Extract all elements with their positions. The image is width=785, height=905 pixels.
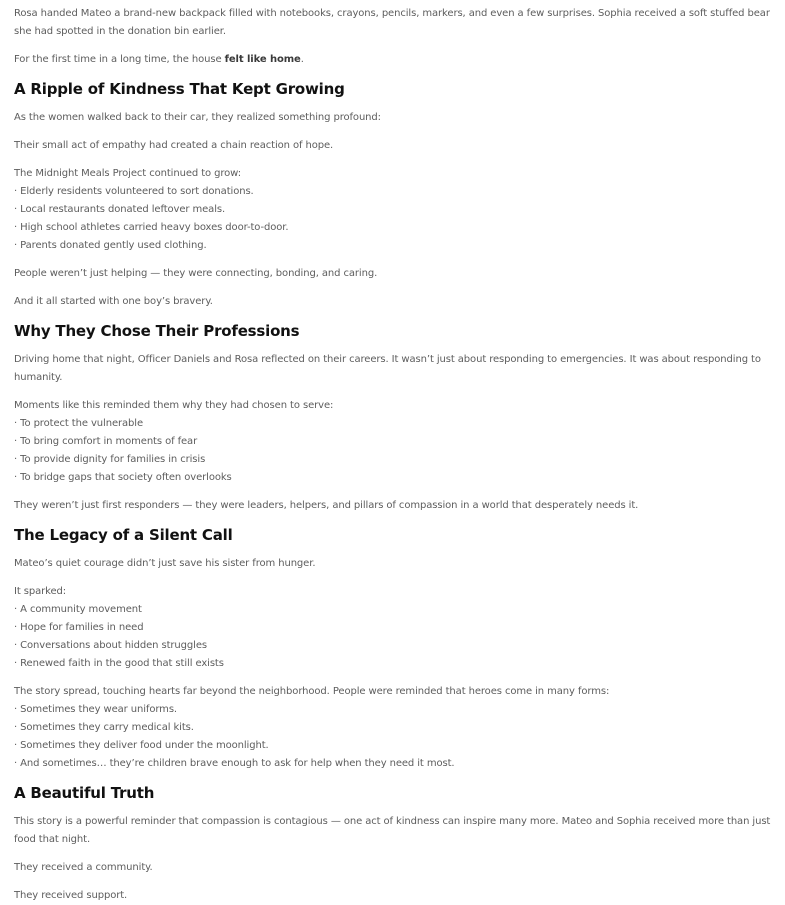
ripple-paragraph-bravery: And it all started with one boy’s bravery. xyxy=(14,296,213,307)
heading-ripple-of-kindness: A Ripple of Kindness That Kept Growing xyxy=(14,80,345,98)
list-item: · Conversations about hidden struggles xyxy=(14,640,207,651)
ripple-paragraph-chain-reaction: Their small act of empathy had created a chain reaction of hope. xyxy=(14,140,334,151)
list-item: · High school athletes carried heavy boxes door-to-door. xyxy=(14,222,289,233)
truth-paragraph-community: They received a community. xyxy=(14,862,153,873)
list-item: · Sometimes they carry medical kits. xyxy=(14,722,194,733)
legacy-list-sparked xyxy=(14,583,771,673)
heading-legacy-silent-call: The Legacy of a Silent Call xyxy=(14,526,233,544)
ripple-paragraph-realized: As the women walked back to their car, they realized something profound: xyxy=(14,112,381,123)
truth-paragraph-compassion: This story is a powerful reminder that compassion is contagious — one act of kindness can inspire many more. Mateo and Sophia received more than just food that night. xyxy=(14,816,771,845)
list-item: · A community movement xyxy=(14,604,142,615)
list-item: · Renewed faith in the good that still exists xyxy=(14,658,224,669)
list-item: · To bring comfort in moments of fear xyxy=(14,436,198,447)
legacy-list-heroes xyxy=(14,683,771,773)
home-text-bold: felt like home xyxy=(224,54,301,65)
list-item: · To provide dignity for families in crisis xyxy=(14,454,206,465)
intro-paragraph-home xyxy=(14,51,771,69)
home-text-before: For the first time in a long time, the house xyxy=(14,54,225,65)
list-item: · To protect the vulnerable xyxy=(14,418,144,429)
professions-list xyxy=(14,397,771,487)
professions-list-intro: Moments like this reminded them why they had chosen to serve: xyxy=(14,400,334,411)
ripple-list-intro: The Midnight Meals Project continued to grow: xyxy=(14,168,241,179)
legacy-paragraph-courage: Mateo’s quiet courage didn’t just save his sister from hunger. xyxy=(14,558,316,569)
heading-why-professions: Why They Chose Their Professions xyxy=(14,322,300,340)
professions-paragraph-first-responders: They weren’t just first responders — they were leaders, helpers, and pillars of compassion in a world that desperately needs it. xyxy=(14,500,639,511)
heading-beautiful-truth: A Beautiful Truth xyxy=(14,784,155,802)
ripple-paragraph-connecting: People weren’t just helping — they were connecting, bonding, and caring. xyxy=(14,268,378,279)
legacy-list2-intro: The story spread, touching hearts far beyond the neighborhood. People were reminded that heroes come in many forms: xyxy=(14,686,610,697)
ripple-list xyxy=(14,165,771,255)
professions-paragraph-driving-home: Driving home that night, Officer Daniels and Rosa reflected on their careers. It wasn’t just about responding to emergencies. It was about responding to humanity. xyxy=(14,354,761,383)
list-item: · Sometimes they deliver food under the moonlight. xyxy=(14,740,269,751)
legacy-list-intro: It sparked: xyxy=(14,586,67,597)
list-item: · Hope for families in need xyxy=(14,622,144,633)
list-item: · And sometimes… they’re children brave enough to ask for help when they need it most. xyxy=(14,758,455,769)
list-item: · To bridge gaps that society often overlooks xyxy=(14,472,232,483)
truth-paragraph-support: They received support. xyxy=(14,890,128,901)
intro-paragraph-backpack: Rosa handed Mateo a brand-new backpack filled with notebooks, crayons, pencils, markers, and even a few surprises. Sophia received a soft stuffed bear she had spotted in the donation bin earlier. xyxy=(14,8,770,37)
list-item: · Sometimes they wear uniforms. xyxy=(14,704,178,715)
home-text-after: . xyxy=(300,54,304,65)
list-item: · Parents donated gently used clothing. xyxy=(14,240,207,251)
list-item: · Elderly residents volunteered to sort donations. xyxy=(14,186,254,197)
list-item: · Local restaurants donated leftover meals. xyxy=(14,204,226,215)
